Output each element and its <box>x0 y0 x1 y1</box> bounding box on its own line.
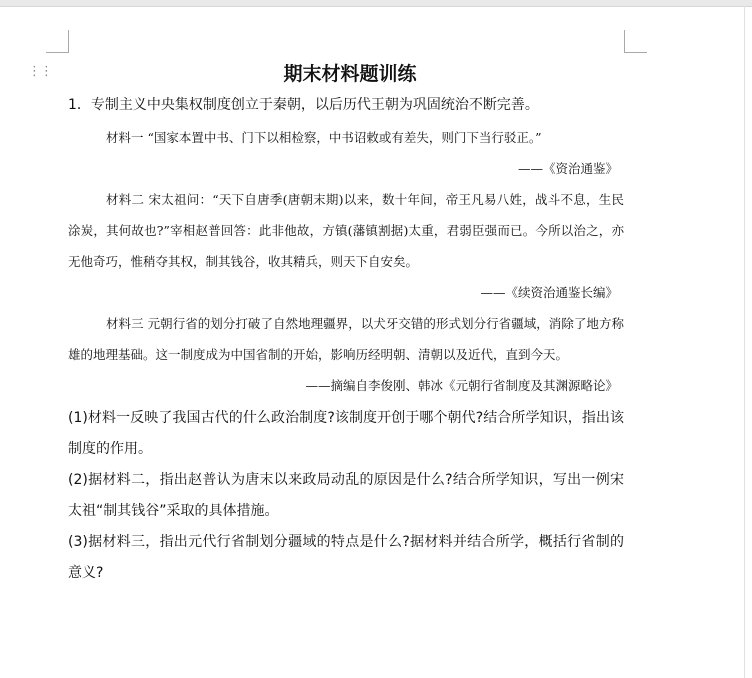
material-1-text: 材料一 “国家本置中书、门下以相检察，中书诏敕或有差失，则门下当行驳正。” <box>106 130 542 145</box>
document-title: 期末材料题训练 <box>283 63 417 85</box>
crop-mark-top-right <box>624 30 647 53</box>
drag-handle-icon[interactable]: ⋮⋮ <box>28 64 52 79</box>
material-3-source: ——摘编自李俊刚、韩冰《元朝行省制度及其渊源略论》 <box>305 378 618 393</box>
subquestion-1: (1)材料一反映了我国古代的什么政治制度?该制度开创于哪个朝代?结合所学知识，指出该制度的作用。 <box>68 410 624 457</box>
material-1-source: ——《资治通鉴》 <box>517 161 618 176</box>
window-top-strip <box>0 0 752 7</box>
document-page[interactable] <box>68 58 624 589</box>
subquestion-2: (2)据材料二，指出赵普认为唐末以来政局动乱的原因是什么?结合所学知识，写出一例宋太祖“制其钱谷”采取的具体措施。 <box>68 472 624 519</box>
material-3-text: 材料三 元朝行省的划分打破了自然地理疆界，以犬牙交错的形式划分行省疆域，消除了地方称雄的地理基础。这一制度成为中国省制的开始，影响历经明朝、清朝以及近代，直到今天。 <box>68 316 624 362</box>
page-right-edge <box>744 6 745 678</box>
material-2-text: 材料二 宋太祖问：“天下自唐季(唐朝末期)以来，数十年间，帝王凡易八姓，战斗不息，生民涂炭，其何故也?”宰相赵普回答：此非他故，方镇(藩镇割据)太重，君弱臣强而已。今所以治之，亦无他奇巧，惟稍夺其权，制其钱谷，收其精兵，则天下自安矣。 <box>68 192 624 269</box>
subquestion-3: (3)据材料三，指出元代行省制划分疆域的特点是什么?据材料并结合所学，概括行省制的意义? <box>68 534 624 581</box>
question-intro: 1．专制主义中央集权制度创立于秦朝，以后历代王朝为巩固统治不断完善。 <box>68 97 539 113</box>
crop-mark-top-left <box>46 30 69 53</box>
material-2-source: ——《续资治通鉴长编》 <box>480 285 618 300</box>
